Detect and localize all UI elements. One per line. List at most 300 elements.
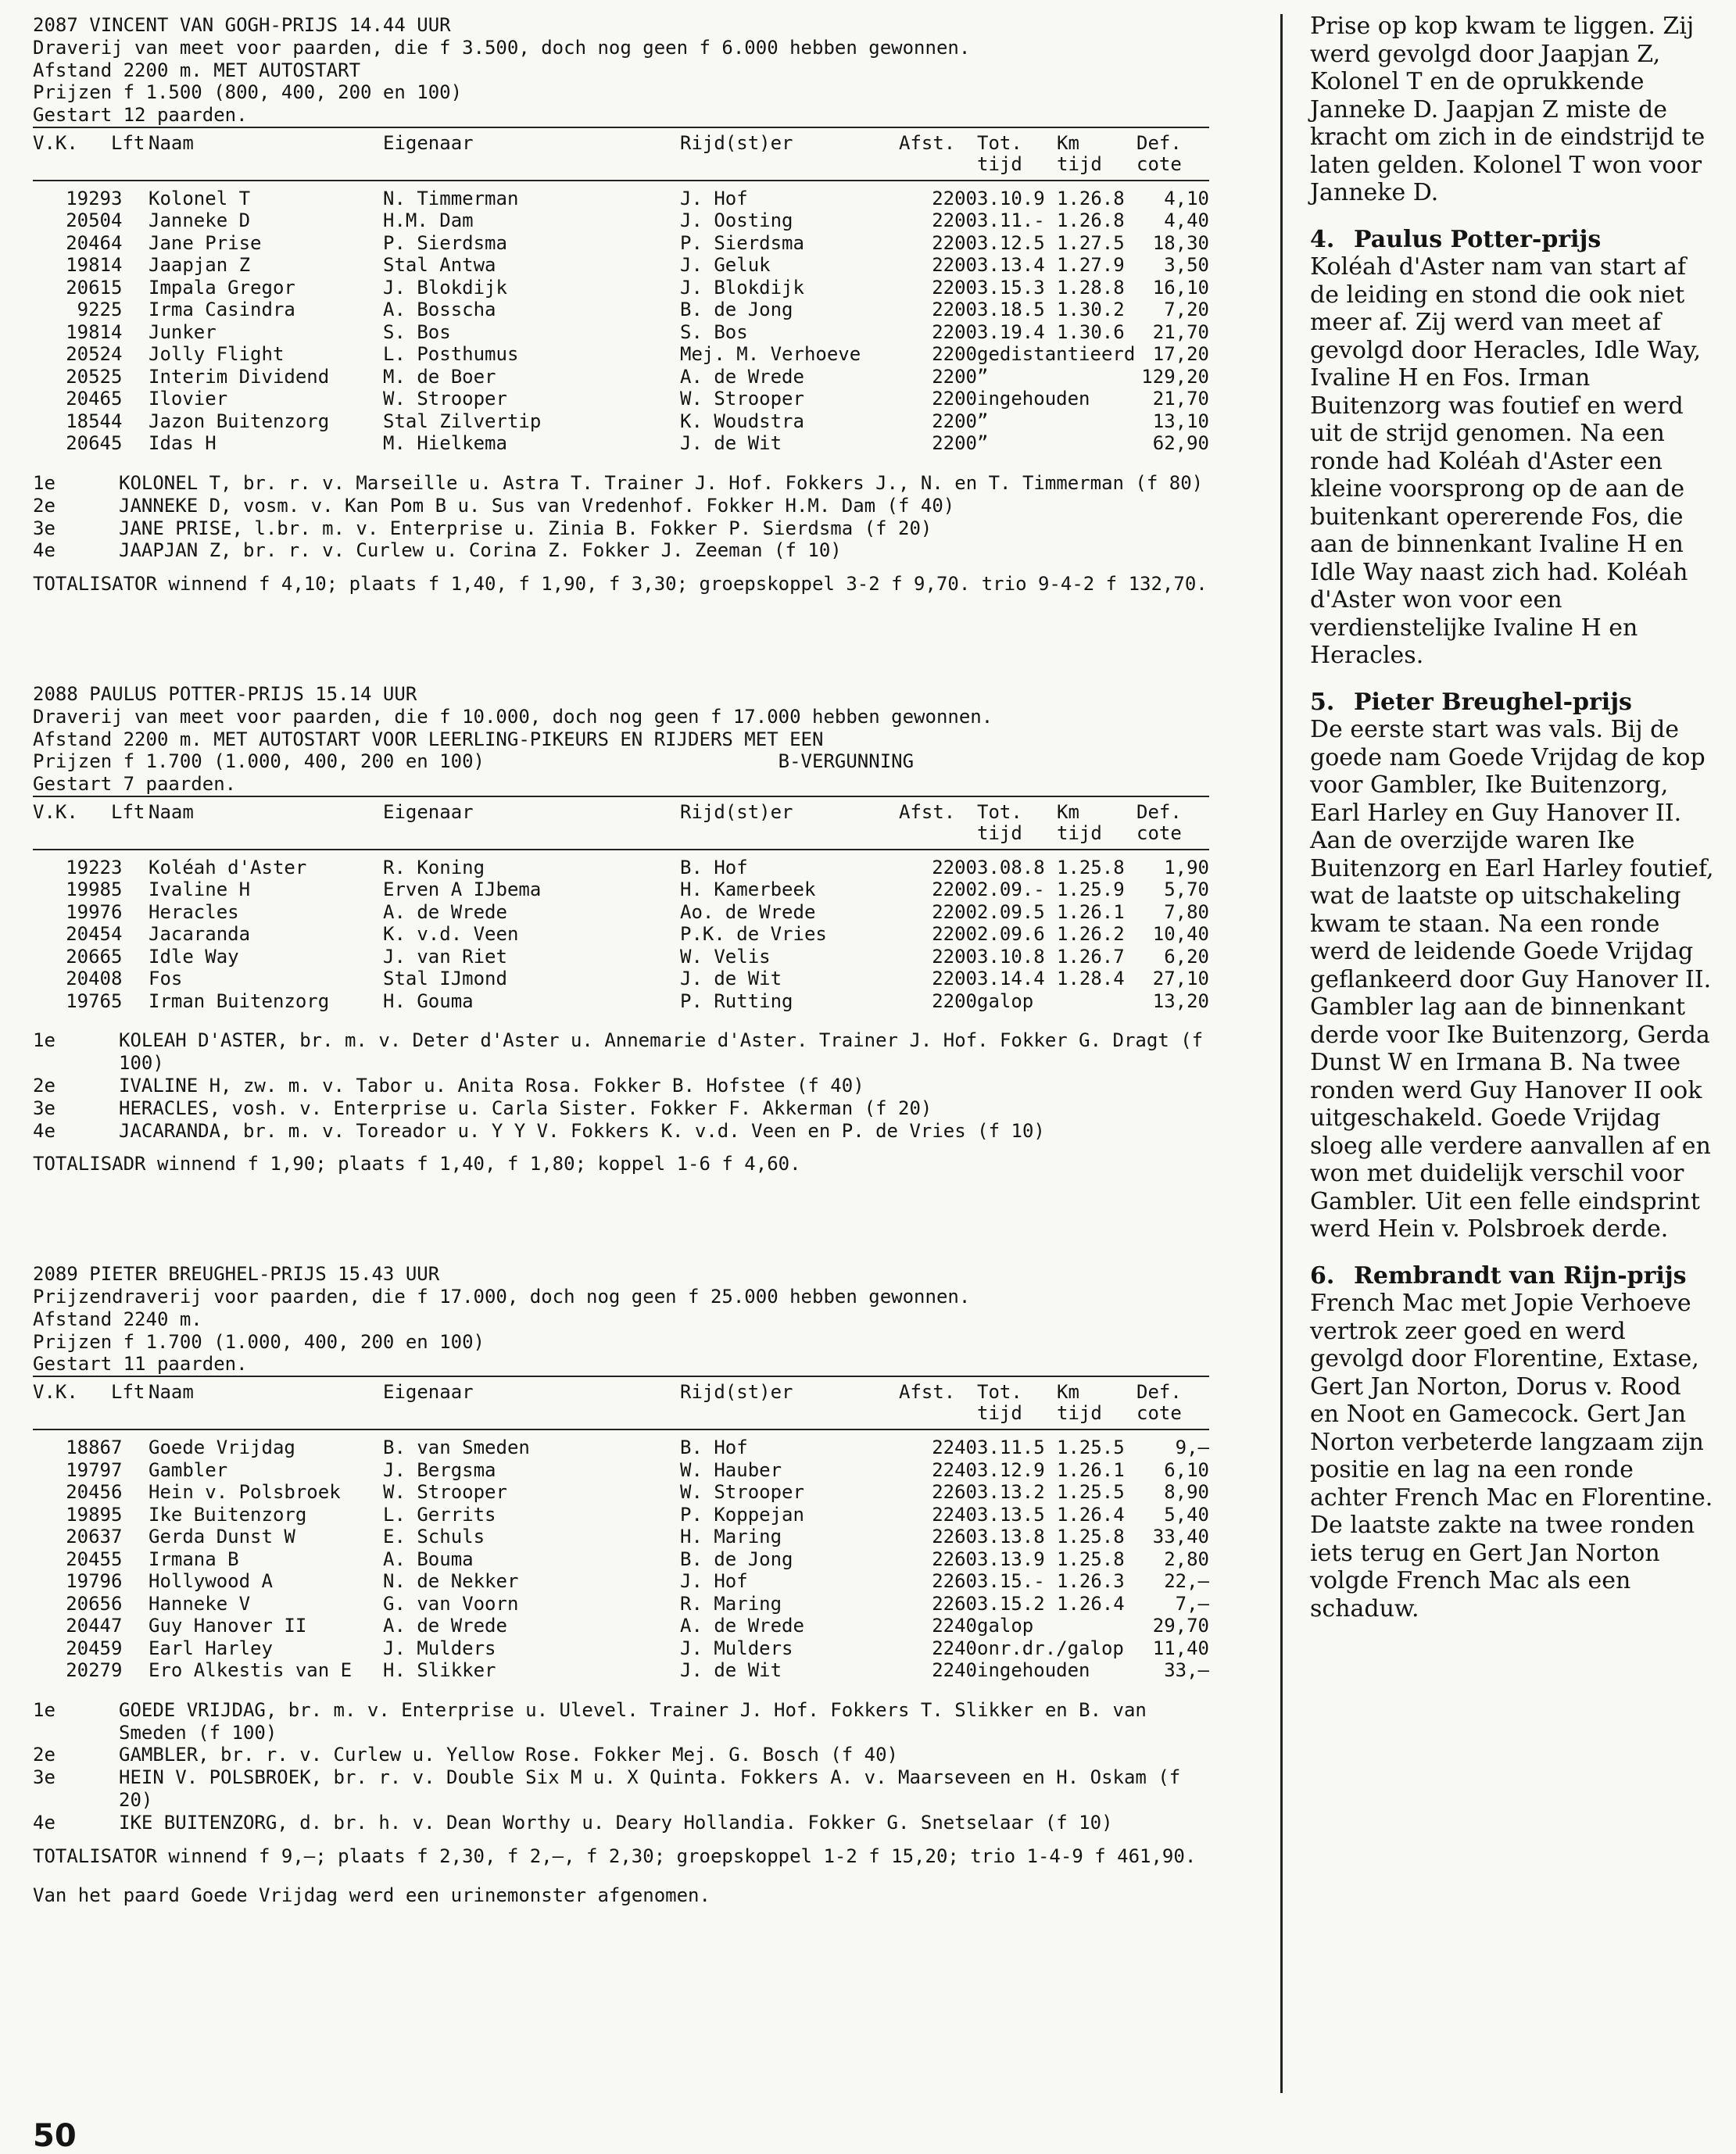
col-def — [1136, 796, 1209, 850]
col-tot — [977, 127, 1057, 181]
section-text: French Mac met Jopie Verhoeve vertrok zeer goed en werd gevolgd door Florentine, Extase, Gert Jan Norton, Dorus v. Rood en Noot en Gamecock. Gert Jan Norton verbeterde langzaam zijn positie en lag na een ronde achter French Mac en Florentine. De laatste zakte na twee ronden iets terug en Gert Jan Norton volgde French Mac als een schaduw. — [1310, 1290, 1713, 1623]
cell-afst: 2200 — [932, 945, 977, 968]
table-row — [33, 299, 1209, 321]
placing-position: 4e — [33, 1119, 55, 1142]
section-heading — [1310, 689, 1716, 717]
cell-vk: 2050 — [66, 209, 111, 232]
cell-naam: Hein v. Polsbroek — [149, 1481, 341, 1504]
placing-line — [33, 1029, 1209, 1075]
cell-eigenaar: L. Gerrits — [383, 1503, 496, 1526]
table-row — [33, 432, 1209, 455]
placing-description: JACARANDA, br. m. v. Toreador u. Y Y V. Fokkers K. v.d. Veen en P. de Vries (f 10) — [119, 1119, 1045, 1142]
cell-def-cote: 5,70 — [1164, 878, 1209, 901]
table-row — [33, 321, 1209, 344]
cell-vk: 1886 — [66, 1437, 111, 1459]
cell-vk: 2044 — [66, 1615, 111, 1637]
placing-position: 1e — [33, 1698, 55, 1721]
col-tot-1: Tot. — [977, 800, 1022, 823]
section-text: Koléah d'Aster nam van start af de leiding en stond die ook niet meer af. Zij werd van meet af gevolgd door Heracles, Idle Way, Ivaline H en Fos. Irman Buitenzorg was foutief en werd uit de strijd genomen. Na een ronde had Koléah d'Aster een kleine voorsprong op de aan de buitenkant opererende Fos, die aan de binnenkant Ivaline H en Idle Way naast zich had. Koléah d'Aster won voor een verdienstelijke Ivaline H en Heracles. — [1310, 253, 1702, 669]
col-eigenaar: Eigenaar — [383, 131, 474, 154]
cell-naam: Gambler — [149, 1458, 228, 1481]
results-table — [33, 796, 1209, 1013]
cell-rijder: P.K. de Vries — [680, 923, 827, 946]
placing-description: JANE PRISE, l.br. m. v. Enterprise u. Zinia B. Fokker P. Sierdsma (f 20) — [119, 517, 932, 539]
col-tot-1: Tot. — [977, 131, 1022, 154]
totalisator: TOTALISATOR winnend f 4,10; plaats f 1,40, f 1,90, f 3,30; groepskoppel 3-2 f 9,70. trio 9-4-2 f 132,70. — [33, 573, 1208, 596]
report-section — [1310, 226, 1716, 670]
cell-km-tijd: 1.26.1 — [1057, 1458, 1125, 1481]
cell-afst: 2240 — [932, 1637, 977, 1659]
placing-line — [33, 1766, 1209, 1812]
cell-lft: 9 — [111, 1637, 123, 1659]
cell-def-cote: 13,20 — [1152, 989, 1209, 1012]
cell-tot-tijd: ” — [977, 365, 989, 388]
cell-afst: 2200 — [932, 209, 977, 232]
cell-tot-tijd: 3.10.9 — [977, 187, 1045, 209]
cell-lft: 5 — [111, 1548, 123, 1570]
cell-tot-tijd: 2.09.5 — [977, 900, 1045, 923]
col-naam: Naam — [149, 1381, 194, 1404]
cell-afst: 2260 — [932, 1570, 977, 1593]
placing-description: KOLONEL T, br. r. v. Marseille u. Astra T. Trainer J. Hof. Fokkers J., N. en T. Timmerman (f 80) — [119, 471, 1204, 494]
report-intro: Prise op kop kwam te liggen. Zij werd gevolgd door Jaapjan Z, Kolonel T en de oprukkende Janneke D. Jaapjan Z miste de kracht om zich in de eindstrijd te laten gelden. Kolonel T won voor Janneke D. — [1310, 13, 1706, 206]
cell-lft: 4 — [111, 320, 123, 343]
col-rijder: Rijd(st)er — [680, 1381, 793, 1404]
placing-position: 2e — [33, 1075, 55, 1097]
cell-afst: 2200 — [932, 299, 977, 321]
table-row — [33, 343, 1209, 366]
cell-vk: 2046 — [66, 231, 111, 254]
cell-eigenaar: K. v.d. Veen — [383, 923, 519, 946]
cell-naam: Ivaline H — [149, 878, 251, 901]
cell-eigenaar: N. Timmerman — [383, 187, 519, 209]
cell-lft: 6 — [111, 1592, 123, 1615]
table-row — [33, 1570, 1209, 1593]
section-heading — [1310, 1262, 1716, 1290]
cell-tot-tijd: ” — [977, 410, 989, 432]
cell-naam: Ilovier — [149, 388, 228, 410]
placing-description: GOEDE VRIJDAG, br. m. v. Enterprise u. Ulevel. Trainer J. Hof. Fokkers T. Slikker en B. van Smeden (f 100) — [119, 1698, 1147, 1744]
cell-def-cote: 21,70 — [1152, 320, 1209, 343]
cell-def-cote: 6,20 — [1164, 945, 1209, 968]
cell-lft: 5 — [111, 989, 123, 1012]
cell-def-cote: 7,80 — [1164, 900, 1209, 923]
cell-vk: 1854 — [66, 410, 111, 432]
cell-lft: 6 — [111, 1481, 123, 1504]
race-conditions: Draverij van meet voor paarden, die f 3.500, doch nog geen f 6.000 hebben gewonnen. — [33, 36, 971, 59]
cell-def-cote: 4,10 — [1164, 187, 1209, 209]
cell-naam: Guy Hanover II — [149, 1615, 307, 1637]
cell-def-cote: 2,80 — [1164, 1548, 1209, 1570]
table-row — [33, 1548, 1209, 1571]
cell-lft: 5 — [111, 945, 123, 968]
cell-afst: 2200 — [932, 410, 977, 432]
cell-afst: 2200 — [932, 231, 977, 254]
placing-position: 1e — [33, 1029, 55, 1052]
cell-eigenaar: A. de Wrede — [383, 900, 507, 923]
cell-eigenaar: W. Strooper — [383, 388, 507, 410]
cell-km-tijd: 1.26.7 — [1057, 945, 1125, 968]
cell-lft: 4 — [111, 209, 123, 232]
table-row — [33, 232, 1209, 255]
placing-line — [33, 1699, 1209, 1744]
cell-lft: 4 — [111, 254, 123, 277]
table-row — [33, 181, 1209, 210]
cell-km-tijd: 1.26.2 — [1057, 923, 1125, 946]
col-km-2: tijd — [1057, 821, 1102, 844]
cell-rijder: P. Sierdsma — [680, 231, 804, 254]
col-def — [1136, 127, 1209, 181]
col-lft: Lft. — [111, 131, 156, 154]
cell-afst: 2260 — [932, 1548, 977, 1570]
cell-afst: 2200 — [932, 187, 977, 209]
table-row — [33, 209, 1209, 232]
cell-rijder: J. Geluk — [680, 254, 771, 277]
cell-vk: 2064 — [66, 432, 111, 455]
cell-def-cote: 29,70 — [1152, 1615, 1209, 1637]
cell-rijder: J. de Wit — [680, 968, 782, 990]
col-tot-1: Tot. — [977, 1381, 1022, 1404]
cell-eigenaar: J. Mulders — [383, 1637, 496, 1659]
placing-description: GAMBLER, br. r. v. Curlew u. Yellow Rose. Fokker Mej. G. Bosch (f 40) — [119, 1744, 898, 1766]
cell-rijder: Ao. de Wrede — [680, 900, 816, 923]
cell-vk: 2045 — [66, 923, 111, 946]
race-2088 — [33, 683, 1209, 1175]
cell-lft: 6 — [111, 1570, 123, 1593]
cell-eigenaar: W. Strooper — [383, 1481, 507, 1504]
placings — [33, 1029, 1209, 1142]
column-divider — [1280, 14, 1283, 2093]
race-results-column — [33, 14, 1209, 1907]
cell-tot-tijd: 3.13.8 — [977, 1526, 1045, 1548]
section-title: Rembrandt van Rijn-prijs — [1354, 1261, 1687, 1290]
cell-tot-tijd: 3.13.5 — [977, 1503, 1045, 1526]
cell-def-cote: 129,20 — [1141, 365, 1209, 388]
cell-naam: Jacaranda — [149, 923, 251, 946]
col-tot — [977, 1376, 1057, 1429]
placing-description: HERACLES, vosh. v. Enterprise u. Carla Sister. Fokker F. Akkerman (f 20) — [119, 1097, 932, 1119]
cell-naam: Irman Buitenzorg — [149, 989, 330, 1012]
cell-km-tijd: 1.25.8 — [1057, 856, 1125, 878]
cell-afst: 2200 — [932, 923, 977, 946]
cell-tot-tijd: 3.15.2 — [977, 1592, 1045, 1615]
table-row — [33, 1481, 1209, 1504]
cell-rijder: P. Koppejan — [680, 1503, 804, 1526]
cell-eigenaar: L. Posthumus — [383, 343, 519, 366]
cell-km-tijd: 1.26.3 — [1057, 1570, 1125, 1593]
table-row — [33, 946, 1209, 968]
cell-eigenaar: M. de Boer — [383, 365, 496, 388]
cell-vk: 1976 — [66, 989, 111, 1012]
cell-def-cote: 3,50 — [1164, 254, 1209, 277]
cell-rijder: J. de Wit — [680, 432, 782, 455]
cell-vk: 2061 — [66, 276, 111, 299]
cell-eigenaar: A. Bouma — [383, 1548, 474, 1570]
cell-naam: Junker — [149, 320, 217, 343]
cell-def-cote: 18,30 — [1152, 231, 1209, 254]
cell-naam: Earl Harley — [149, 1637, 273, 1659]
cell-def-cote: 22,– — [1164, 1570, 1209, 1593]
col-def-1: Def. — [1136, 800, 1182, 823]
col-def-1: Def. — [1136, 1381, 1182, 1404]
cell-km-tijd: 1.25.5 — [1057, 1481, 1125, 1504]
table-row — [33, 878, 1209, 901]
cell-vk: 1979 — [66, 1458, 111, 1481]
cell-lft: 4 — [111, 923, 123, 946]
placing-description: JANNEKE D, vosm. v. Kan Pom B u. Sus van Vredenhof. Fokker H.M. Dam (f 40) — [119, 494, 955, 517]
cell-naam: Kolonel T — [149, 187, 251, 209]
col-km — [1057, 127, 1136, 181]
cell-lft: 7 — [111, 1437, 123, 1459]
cell-km-tijd: 1.25.9 — [1057, 878, 1125, 901]
table-row — [33, 1615, 1209, 1637]
cell-rijder: B. Hof — [680, 856, 748, 878]
race-prizes: Prijzen f 1.500 (800, 400, 200 en 100) — [33, 81, 463, 104]
table-row — [33, 410, 1209, 433]
cell-afst: 2200 — [932, 276, 977, 299]
cell-naam: Ero Alkestis van E — [149, 1659, 353, 1682]
table-row — [33, 1526, 1209, 1548]
cell-naam: Idle Way — [149, 945, 239, 968]
cell-vk: 922 — [77, 299, 111, 321]
col-eigenaar: Eigenaar — [383, 1381, 474, 1404]
cell-eigenaar: P. Sierdsma — [383, 231, 507, 254]
col-def-1: Def. — [1136, 131, 1182, 154]
placing-line — [33, 539, 1209, 562]
cell-lft: 5 — [111, 878, 123, 901]
col-lft: Lft. — [111, 1381, 156, 1404]
table-row — [33, 923, 1209, 946]
section-number: 4. — [1310, 225, 1335, 253]
cell-def-cote: 4,40 — [1164, 209, 1209, 232]
cell-rijder: A. de Wrede — [680, 365, 804, 388]
cell-naam: Irma Casindra — [149, 299, 295, 321]
cell-lft: 4 — [111, 410, 123, 432]
cell-eigenaar: A. Bosscha — [383, 299, 496, 321]
race-2087 — [33, 14, 1209, 596]
cell-rijder: P. Rutting — [680, 989, 793, 1012]
table-row — [33, 1659, 1209, 1682]
col-afst: Afst. — [899, 131, 956, 154]
cell-def-cote: 7,– — [1175, 1592, 1209, 1615]
cell-tot-tijd: 3.15.- — [977, 1570, 1045, 1593]
cell-afst: 2200 — [932, 365, 977, 388]
col-km — [1057, 796, 1136, 850]
results-table — [33, 127, 1209, 455]
placing-position: 3e — [33, 1766, 55, 1789]
cell-afst: 2240 — [932, 1615, 977, 1637]
cell-def-cote: 33,40 — [1152, 1526, 1209, 1548]
cell-rijder: J. Hof — [680, 1570, 748, 1593]
cell-rijder: R. Maring — [680, 1592, 782, 1615]
race-title: 2088 PAULUS POTTER-PRIJS 15.14 UUR — [33, 682, 417, 705]
col-naam: Naam — [149, 131, 194, 154]
col-def — [1136, 1376, 1209, 1429]
cell-naam: Fos — [149, 968, 183, 990]
cell-km-tijd: 1.26.8 — [1057, 209, 1125, 232]
race-conditions: Prijzendraverij voor paarden, die f 17.000, doch nog geen f 25.000 hebben gewonnen. — [33, 1286, 971, 1308]
cell-lft: 8 — [111, 968, 123, 990]
cell-tot-tijd: 3.19.4 — [977, 320, 1045, 343]
section-number: 5. — [1310, 688, 1335, 716]
placing-line — [33, 1120, 1209, 1143]
cell-rijder: K. Woudstra — [680, 410, 804, 432]
cell-lft: 5 — [111, 365, 123, 388]
cell-vk: 2046 — [66, 388, 111, 410]
table-row — [33, 366, 1209, 388]
table-row — [33, 277, 1209, 299]
placing-line — [33, 472, 1209, 495]
col-eigenaar: Eigenaar — [383, 800, 474, 823]
cell-km-tijd: 1.26.8 — [1057, 187, 1125, 209]
cell-vk: 2045 — [66, 1637, 111, 1659]
race-title: 2087 VINCENT VAN GOGH-PRIJS 14.44 UUR — [33, 14, 451, 36]
report-section — [1310, 1262, 1716, 1623]
cell-km-tijd: 1.28.8 — [1057, 276, 1125, 299]
cell-rijder: Mej. M. Verhoeve — [680, 343, 861, 366]
cell-eigenaar: J. Bergsma — [383, 1458, 496, 1481]
cell-naam: Hollywood A — [149, 1570, 273, 1593]
cell-def-cote: 21,70 — [1152, 388, 1209, 410]
cell-afst: 2240 — [932, 1659, 977, 1682]
cell-km-tijd: 1.26.4 — [1057, 1592, 1125, 1615]
cell-tot-tijd: 2.09.6 — [977, 923, 1045, 946]
cell-def-cote: 13,10 — [1152, 410, 1209, 432]
cell-rijder: J. Mulders — [680, 1637, 793, 1659]
placing-line — [33, 1097, 1209, 1120]
section-number: 6. — [1310, 1261, 1335, 1290]
placing-position: 2e — [33, 1744, 55, 1766]
col-tot-2: tijd — [977, 1402, 1022, 1425]
cell-naam: Jazon Buitenzorg — [149, 410, 330, 432]
cell-tot-tijd: 3.11.5 — [977, 1437, 1045, 1459]
cell-afst: 2200 — [932, 900, 977, 923]
cell-rijder: W. Hauber — [680, 1458, 782, 1481]
cell-tot-tijd: galop — [977, 989, 1034, 1012]
section-title: Pieter Breughel-prijs — [1354, 688, 1632, 716]
cell-tot-tijd: gedistantieerd — [977, 343, 1136, 366]
col-km-1: Km — [1057, 131, 1079, 154]
cell-tot-tijd: 3.18.5 — [977, 299, 1045, 321]
cell-vk: 1981 — [66, 254, 111, 277]
race-prizes: Prijzen f 1.700 (1.000, 400, 200 en 100) — [33, 1330, 485, 1353]
cell-rijder: J. de Wit — [680, 1659, 782, 1682]
cell-tot-tijd: 3.11.- — [977, 209, 1045, 232]
cell-naam: Goede Vrijdag — [149, 1437, 295, 1459]
cell-afst: 2200 — [932, 343, 977, 366]
col-def-2: cote — [1136, 821, 1182, 844]
placings — [33, 1699, 1209, 1834]
cell-afst: 2200 — [932, 388, 977, 410]
cell-km-tijd: 1.30.2 — [1057, 299, 1125, 321]
cell-naam: Gerda Dunst W — [149, 1526, 295, 1548]
col-km-1: Km — [1057, 1381, 1079, 1404]
cell-lft: 4 — [111, 231, 123, 254]
cell-naam: Koléah d'Aster — [149, 856, 307, 878]
cell-afst: 2200 — [932, 878, 977, 901]
table-row — [33, 1504, 1209, 1526]
cell-vk: 1979 — [66, 1570, 111, 1593]
cell-eigenaar: E. Schuls — [383, 1526, 485, 1548]
cell-tot-tijd: galop — [977, 1615, 1034, 1637]
cell-naam: Janneke D — [149, 209, 251, 232]
cell-afst: 2240 — [932, 1503, 977, 1526]
cell-eigenaar: H.M. Dam — [383, 209, 474, 232]
cell-tot-tijd: onr.dr./galop — [977, 1637, 1124, 1659]
cell-afst: 2260 — [932, 1592, 977, 1615]
cell-km-tijd: 1.27.5 — [1057, 231, 1125, 254]
cell-afst: 2260 — [932, 1481, 977, 1504]
table-row — [33, 901, 1209, 924]
col-naam: Naam — [149, 800, 194, 823]
cell-afst: 2240 — [932, 1458, 977, 1481]
col-km-1: Km — [1057, 800, 1079, 823]
cell-tot-tijd: 3.12.9 — [977, 1458, 1045, 1481]
cell-km-tijd: 1.25.8 — [1057, 1548, 1125, 1570]
totalisator: TOTALISATOR winnend f 9,–; plaats f 2,30, f 2,–, f 2,30; groepskoppel 1-2 f 15,20; trio 1-4-9 f 461,90. — [33, 1844, 1197, 1867]
cell-lft: 5 — [111, 388, 123, 410]
cell-rijder: B. de Jong — [680, 1548, 793, 1570]
cell-def-cote: 5,40 — [1164, 1503, 1209, 1526]
col-vk: V.K. — [33, 131, 78, 154]
col-rijder: Rijd(st)er — [680, 131, 793, 154]
cell-tot-tijd: 3.13.4 — [977, 254, 1045, 277]
cell-def-cote: 8,90 — [1164, 1481, 1209, 1504]
table-row — [33, 1459, 1209, 1482]
cell-vk: 2063 — [66, 1526, 111, 1548]
table-row — [33, 990, 1209, 1013]
cell-naam: Jolly Flight — [149, 343, 285, 366]
cell-def-cote: 10,40 — [1152, 923, 1209, 946]
cell-afst: 2200 — [932, 432, 977, 455]
cell-vk: 2045 — [66, 1481, 111, 1504]
col-lft: Lft. — [111, 800, 156, 823]
placings — [33, 472, 1209, 562]
cell-vk: 1922 — [66, 856, 111, 878]
cell-def-cote: 62,90 — [1152, 432, 1209, 455]
cell-km-tijd: 1.25.8 — [1057, 1526, 1125, 1548]
cell-naam: Heracles — [149, 900, 239, 923]
cell-def-cote: 1,90 — [1164, 856, 1209, 878]
cell-tot-tijd: 2.09.- — [977, 878, 1045, 901]
cell-vk: 2045 — [66, 1548, 111, 1570]
cell-rijder: B. de Jong — [680, 299, 793, 321]
cell-lft: 7 — [111, 1615, 123, 1637]
cell-eigenaar: G. van Voorn — [383, 1592, 519, 1615]
section-text: De eerste start was vals. Bij de goede nam Goede Vrijdag de kop voor Gambler, Ike Buitenzorg, Earl Harley en Guy Hanover II. Aan de overzijde waren Ike Buitenzorg en Earl Harley foutief, wat de laatste op uitschakeling kwam te staan. Na een ronde werd de leidende Goede Vrijdag geflankeerd door Guy Hanover II. Gambler lag aan de binnenkant derde voor Ike Buitenzorg, Gerda Dunst W en Irmana B. Na twee ronden werd Guy Hanover II ook uitgeschakeld. Goede Vrijdag sloeg alle verdere aanvallen af en won met duidelijk verschil voor Gambler. Uit een felle eindsprint werd Hein v. Polsbroek derde. — [1310, 716, 1714, 1243]
cell-vk: 2040 — [66, 968, 111, 990]
placing-line — [33, 517, 1209, 540]
placing-line — [33, 1812, 1209, 1834]
placing-description: HEIN V. POLSBROEK, br. r. v. Double Six M u. X Quinta. Fokkers A. v. Maarseveen en H. Oskam (f 20) — [119, 1766, 1181, 1811]
cell-afst: 2200 — [932, 254, 977, 277]
col-afst: Afst. — [899, 800, 956, 823]
cell-def-cote: 16,10 — [1152, 276, 1209, 299]
cell-afst: 2260 — [932, 1526, 977, 1548]
race-conditions: Draverij van meet voor paarden, die f 10.000, doch nog geen f 17.000 hebben gewonnen. — [33, 705, 993, 728]
cell-afst: 2240 — [932, 1437, 977, 1459]
col-def-2: cote — [1136, 1402, 1182, 1425]
cell-lft: 5 — [111, 276, 123, 299]
cell-eigenaar: S. Bos — [383, 320, 451, 343]
race-report-column — [1310, 13, 1716, 1641]
cell-def-cote: 27,10 — [1152, 968, 1209, 990]
col-km-2: tijd — [1057, 152, 1102, 175]
cell-eigenaar: B. van Smeden — [383, 1437, 530, 1459]
page-number: 50 — [33, 2118, 77, 2154]
cell-eigenaar: R. Koning — [383, 856, 485, 878]
cell-rijder: B. Hof — [680, 1437, 748, 1459]
